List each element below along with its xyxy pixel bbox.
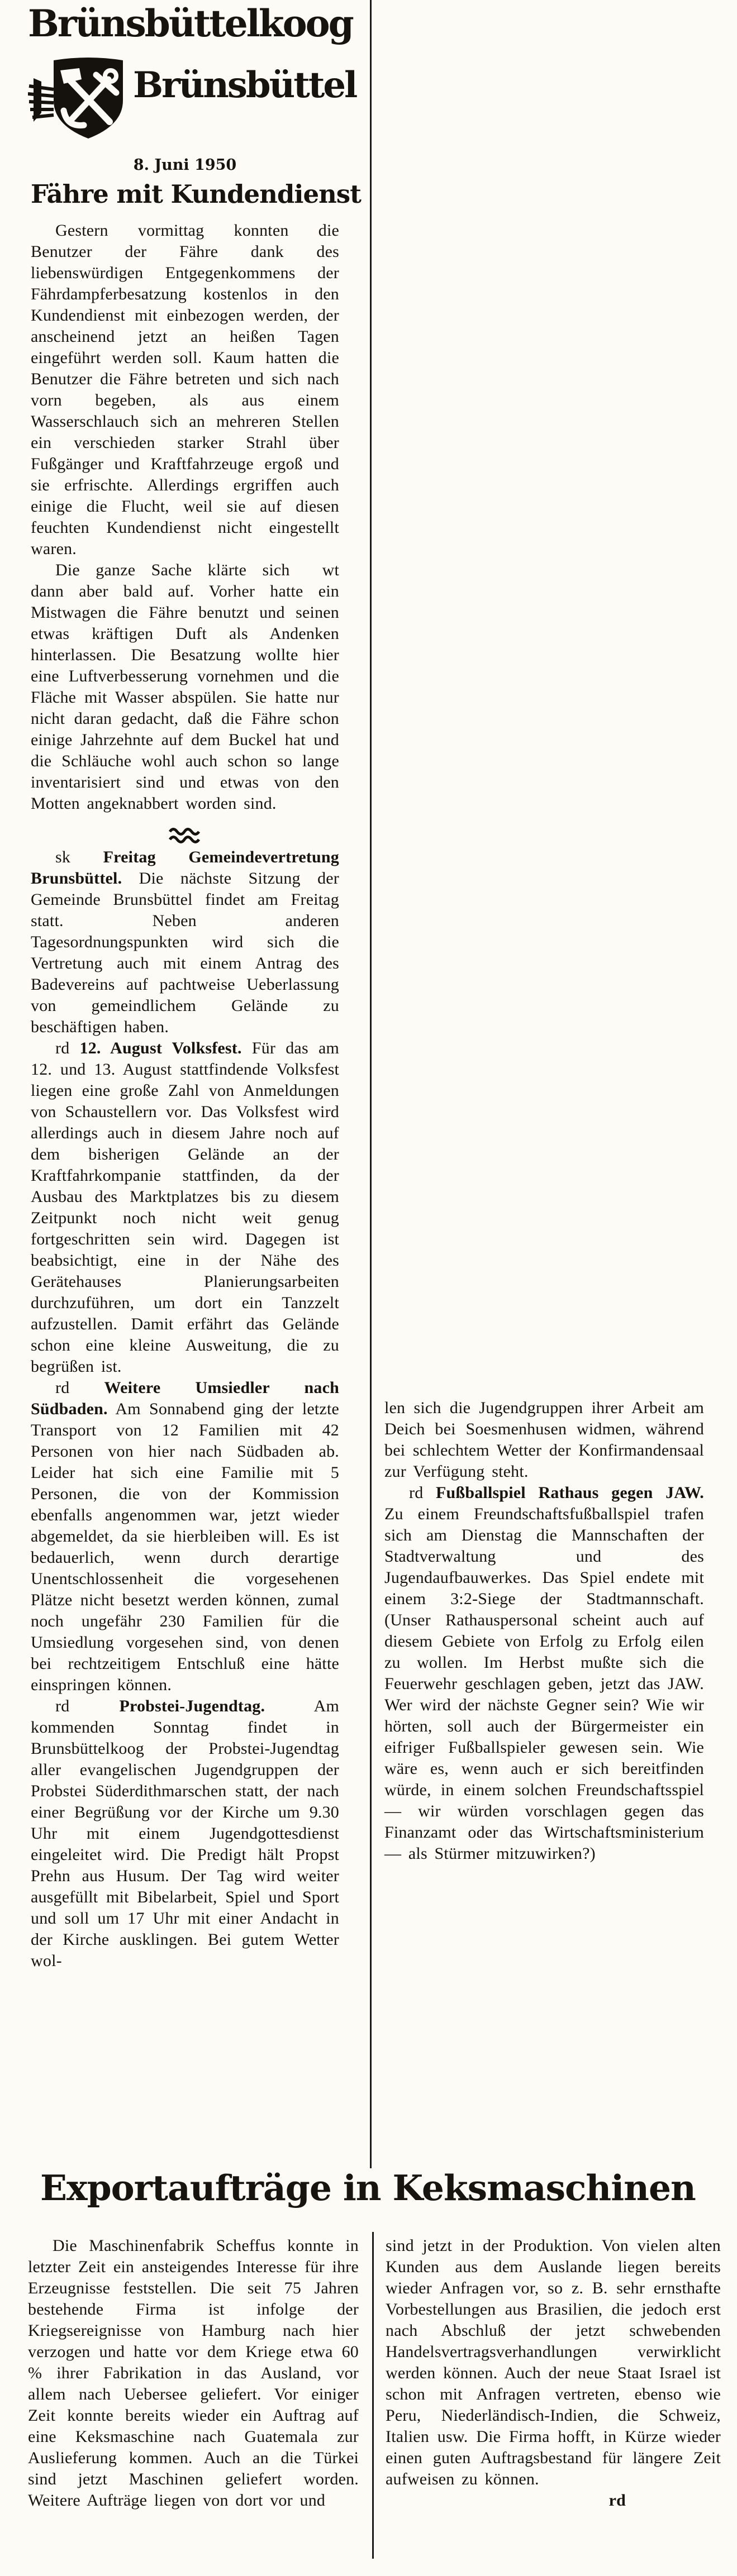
lead-article-paragraph: wt Die ganze Sache klärte sich dann aber bald auf. Vorher hatte ein Mistwagen die Fähre benutzt und seinen etwas kräftigen Duft als Andenken hinterlassen. Die Besatzung wollte hier eine Luftverbesserung vornehmen und die Fläche mit Wasser abspülen. Sie hatte nur nicht daran gedacht, daß die Fähre schon einige Jahrzehnte auf dem Buckel hat und die Schläuche wohl auch schon so lange inventarisiert sind und etwas von den Motten angeknabbert worden sind. bbox=[31, 561, 339, 813]
news-item-lead: 12. August Volksfest. bbox=[79, 1039, 242, 1057]
news-item-lead: Freitag Gemeindevertretung Brunsbüttel. bbox=[31, 848, 340, 888]
reporter-initials: sk bbox=[55, 848, 71, 866]
export-article-right-column bbox=[386, 2235, 721, 2511]
issue-date: 8. Juni 1950 bbox=[133, 156, 237, 174]
news-item bbox=[31, 1696, 339, 1972]
author-signature: wt bbox=[322, 561, 339, 579]
news-item bbox=[31, 1377, 339, 1696]
town-crest-anchor-shield-icon bbox=[28, 57, 124, 142]
column-divider bbox=[370, 0, 372, 2168]
lead-article-headline: Fähre mit Kundendienst bbox=[31, 179, 361, 209]
continued-paragraph: len sich die Jugendgruppen ihrer Arbeit am Deich bei Soesmenhusen widmen, während bei schlechtem Wetter der Konfirmandensaal zur Verfügung steht. bbox=[384, 1399, 704, 1481]
news-item-text: Für das am 12. und 13. August stattfindende Volksfest liegen eine große Zahl von Anmeldungen von Schaustellern vor. Das Volksfest wird allerdings auch in diesem Jahre noch auf dem bisherigen Gelände an der Kraftfahrkompanie stattfinden, da der Ausbau des Marktplatzes bis zu diesem Zeitpunkt noch nicht weit genug fortgeschritten sein wird. Dagegen ist beabsichtigt, eine in der Nähe des Gerätehauses Planierungsarbeiten durchzuführen, um dort ein Tanzzelt aufzustellen. Damit erfährt das Gelände schon eine kleine Ausweitung, die zu begrüßen ist. bbox=[31, 1039, 340, 1376]
news-item bbox=[384, 1482, 704, 1864]
author-signature: rd bbox=[608, 2491, 626, 2510]
squiggle-divider-icon bbox=[169, 827, 201, 846]
lead-article-paragraph: Gestern vormittag konnten die Benutzer der Fähre dank des liebenswürdigen Entgegenkommens der Fährdampferbesatzung kostenlos in den Kundendienst mit einbezogen werden, der anscheinend jetzt an heißen Tagen eingeführt werden soll. Kaum hatten die Benutzer die Fähre betreten und sich nach vorn begeben, als aus einem Wasserschlauch sich an mehreren Stellen ein verschieden starker Strahl über Fußgänger und Kraftfahrzeuge ergoß und sie erfrischte. Allerdings ergriffen auch einige die Flucht, weil sie auf diesen feuchten Kundendienst nicht eingestellt waren. bbox=[31, 221, 339, 558]
news-item-text: Am Sonnabend ging der letzte Transport von 12 Familien mit 42 Personen von hier nach Südbaden ab. Leider hat sich eine Familie mit 5 Personen, die von der Kommission ebenfalls angenommen war, jetzt wieder abgemeldet, da sie hierbleiben will. Es ist bedauerlich, wenn durch derartige Unentschlossenheit die vorgesehenen Plätze nicht besetzt werden können, zumal noch ungefähr 230 Familien für die Umsiedlung vorgesehen sind, von denen bei rechtzeitigem Entschluß eine hätte einspringen können. bbox=[31, 1400, 339, 1694]
masthead-title-line2: Brünsbüttel bbox=[133, 64, 356, 106]
export-article-headline: Exportaufträge in Keksmaschinen bbox=[40, 2167, 696, 2208]
news-item-text: Zu einem Freundschaftsfußballspiel trafen sich am Dienstag die Mannschaften der Stadtverwaltung und des Jugendaufbauwerkes. Das Spiel endete mit einem 3:2-Siege der Stadtmannschaft. (Unser Rathauspersonal scheint auch auf diesem Gebiete von Erfolg zu Erfolg eilen zu wollen. Im Herbst mußte sich die Feuerwehr geschlagen geben, jetzt das JAW. Wer wird der nächste Gegner sein? Wie wir hörten, soll auch der Bürgermeister ein eifriger Fußballspieler gewesen sein. Wie wäre es, wenn auch er sich bereitfinden würde, in einem solchen Freundschaftsspiel — wir würden vorschlagen gegen das Finanzamt oder das Wirtschaftsministerium — als Stürmer mitzuwirken?) bbox=[384, 1505, 704, 1863]
left-column bbox=[31, 220, 339, 1972]
news-item-text: Die nächste Sitzung der Gemeinde Brunsbüttel findet am Freitag statt. Neben anderen Tagesordnungspunkten wird sich die Vertretung auch mit einem Antrag des Badevereins auf pachtweise Ueberlassung von gemeindlichem Gelände zu beschäftigen haben. bbox=[31, 869, 339, 1036]
export-article-left-column bbox=[28, 2235, 359, 2511]
reporter-initials: rd bbox=[55, 1039, 70, 1057]
export-article-text: sind jetzt in der Produktion. Von vielen alten Kunden aus dem Auslande liegen bereits wieder Anfragen vor, so z. B. sehr ernsthafte Vorbestellungen aus Brasilien, die jedoch erst nach Abschluß der jetzt schwebenden Handelsvertragsverhandlungen verwirklicht werden können. Auch der neue Staat Israel ist schon mit Anfragen vertreten, ebenso wie Peru, Niederländisch-Indien, die Schweiz, Italien usw. Die Firma hofft, in Kürze wieder einen guten Auftragsbestand für längere Zeit aufweisen zu können. bbox=[386, 2236, 721, 2488]
reporter-initials: rd bbox=[409, 1483, 424, 1502]
news-item-lead: Fußballspiel Rathaus gegen JAW. bbox=[436, 1483, 705, 1502]
masthead-title-line1: Brünsbüttelkoog bbox=[28, 2, 353, 45]
reporter-initials: rd bbox=[55, 1697, 70, 1715]
news-item bbox=[31, 1038, 339, 1377]
news-item-text: Am kommenden Sonntag findet in Brunsbüttelkoog der Probstei-Jugendtag aller evangelischen Jugendgruppen der Probstei Süderdithmarschen statt, der nach einer Begrüßung vor der Kirche um 9.30 Uhr mit einem Jugendgottesdienst eingeleitet wird. Die Predigt hält Propst Prehn aus Husum. Der Tag wird weiter ausgefüllt mit Bibelarbeit, Spiel und Sport und soll um 17 Uhr mit einer Andacht in der Kirche ausklingen. Bei gutem Wetter wol- bbox=[31, 1697, 340, 1970]
right-column bbox=[384, 1397, 704, 1864]
export-article-text: Die Maschinenfabrik Scheffus konnte in letzter Zeit ein ansteigendes Interesse für ihre Erzeugnisse feststellen. Die seit 75 Jahren bestehende Firma ist infolge der Kriegsereignisse von Hamburg nach hier verzogen und hatte vor dem Kriege etwa 60 % ihrer Fabrikation in das Ausland, vor allem nach Uebersee geliefert. Vor einiger Zeit konnte bereits wieder ein Auftrag auf eine Keksmaschine nach Guatemala zur Auslieferung kommen. Auch an die Türkei sind jetzt Maschinen geliefert worden. Weitere Aufträge liegen von dort vor und bbox=[28, 2236, 359, 2510]
news-item-lead: Probstei-Jugendtag. bbox=[119, 1697, 265, 1715]
column-divider bbox=[372, 2232, 374, 2559]
news-item bbox=[31, 847, 339, 1038]
news-item-lead: Weitere Umsiedler nach Südbaden. bbox=[31, 1378, 339, 1418]
reporter-initials: rd bbox=[55, 1378, 70, 1397]
